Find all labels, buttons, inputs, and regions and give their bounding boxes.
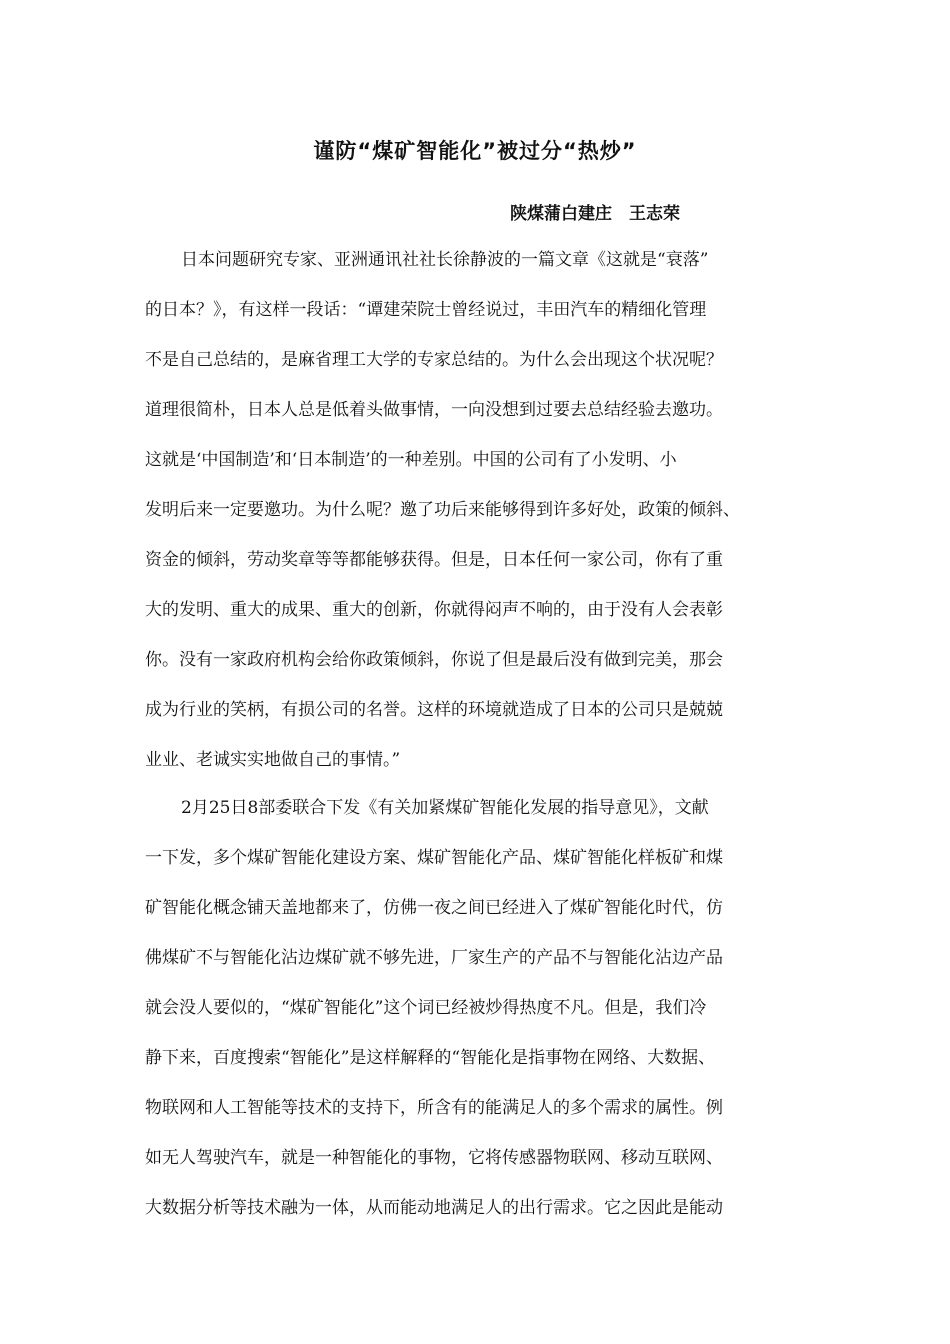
body-line: 就会没人要似的，“煤矿智能化”这个词已经被炒得热度不凡。但是，我们冷 (145, 998, 707, 1018)
body-line: 资金的倾斜，劳动奖章等等都能够获得。但是，日本任何一家公司，你有了重 (145, 550, 723, 570)
body-line: 矿智能化概念铺天盖地都来了，仿佛一夜之间已经进入了煤矿智能化时代，仿 (145, 898, 723, 918)
body-line: 道理很简朴，日本人总是低着头做事情，一向没想到过要去总结经验去邀功。 (145, 400, 723, 420)
body-line: 如无人驾驶汽车，就是一种智能化的事物，它将传感器物联网、移动互联网、 (145, 1148, 723, 1168)
body-line: 这就是‘中国制造’和‘日本制造’的一种差别。中国的公司有了小发明、小 (145, 450, 677, 470)
body-line: 成为行业的笑柄，有损公司的名誉。这样的环境就造成了日本的公司只是兢兢 (145, 700, 723, 720)
body-line: 你。没有一家政府机构会给你政策倾斜，你说了但是最后没有做到完美，那会 (145, 650, 723, 670)
body-line: 2月25日8部委联合下发《有关加紧煤矿智能化发展的指导意见》，文献 (181, 798, 709, 818)
body-line: 佛煤矿不与智能化沾边煤矿就不够先进，厂家生产的产品不与智能化沾边产品 (145, 948, 723, 968)
body-line: 一下发，多个煤矿智能化建设方案、煤矿智能化产品、煤矿智能化样板矿和煤 (145, 848, 723, 868)
body-line: 大的发明、重大的成果、重大的创新，你就得闷声不响的，由于没有人会表彰 (145, 600, 723, 620)
body-line: 大数据分析等技术融为一体，从而能动地满足人的出行需求。它之因此是能动 (145, 1198, 723, 1218)
body-line: 业业、老诚实实地做自己的事情。” (145, 750, 401, 770)
page-title: 谨防“煤矿智能化”被过分“热炒” (313, 139, 637, 163)
author-byline: 陕煤蒲白建庄 王志荣 (510, 204, 680, 224)
body-line: 日本问题研究专家、亚洲通讯社社长徐静波的一篇文章《这就是“衰落” (181, 250, 709, 270)
body-line: 的日本？》，有这样一段话：“谭建荣院士曾经说过，丰田汽车的精细化管理 (145, 300, 707, 320)
body-line: 物联网和人工智能等技术的支持下，所含有的能满足人的多个需求的属性。例 (145, 1098, 723, 1118)
body-line: 不是自己总结的，是麻省理工大学的专家总结的。为什么会出现这个状况呢？ (145, 350, 723, 370)
body-line: 静下来，百度搜索“智能化”是这样解释的“智能化是指事物在网络、大数据、 (145, 1048, 716, 1068)
body-line: 发明后来一定要邀功。为什么呢？邀了功后来能够得到许多好处，政策的倾斜、 (145, 500, 740, 520)
